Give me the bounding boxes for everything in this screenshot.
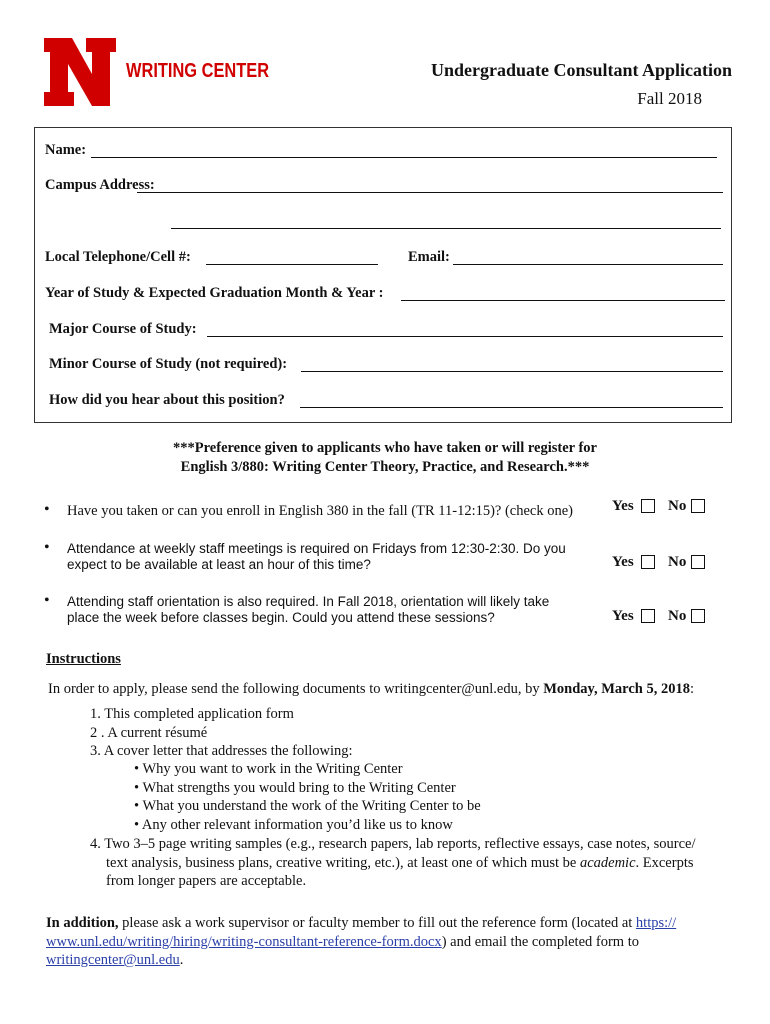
instructions-intro: In order to apply, please send the following documents to writingcenter@unl.edu, by Monday, March 5, 2018: [48, 681, 695, 697]
question-3-yes-label: Yes [612, 608, 634, 624]
hear-label: How did you hear about this position? [49, 392, 285, 408]
bullet-icon: • [44, 539, 50, 556]
question-2-no-label: No [668, 554, 687, 570]
cover-letter-sublist [134, 760, 481, 834]
deadline: Monday, March 5, 2018 [543, 681, 690, 697]
question-2-yes-label: Yes [612, 554, 634, 570]
list-item-4: 4. Two 3–5 page writing samples (e.g., research papers, lab reports, reflective essays, case notes, source/ text analysis, business plans, creative writing, etc.), at least one of which must be academic. Excerpts from longer papers are acceptable. [90, 836, 696, 889]
email-link[interactable]: writingcenter@unl.edu [46, 952, 180, 968]
sublist-item: • What you understand the work of the Writing Center to be [134, 798, 481, 814]
minor-field[interactable] [301, 371, 723, 372]
question-2-text: Attendance at weekly staff meetings is required on Fridays from 12:30-2:30. Do you expect to be available at least an hour of this time? [67, 541, 566, 572]
list-item: 2 . A current résumé [90, 724, 208, 741]
writing-center-logo-text: WRITING CENTER [126, 60, 270, 82]
reference-form-link[interactable]: https:// [635, 915, 677, 931]
question-1-yes-checkbox[interactable] [641, 499, 655, 513]
question-1-text: Have you taken or can you enroll in English 380 in the fall (TR 11-12:15)? (check one) [67, 503, 574, 519]
preference-note [60, 439, 710, 477]
campus-address-label: Campus Address: [45, 177, 155, 193]
question-3-no-label: No [668, 608, 687, 624]
campus-address-field-line2[interactable] [171, 228, 721, 229]
addition-paragraph: In addition, please ask a work supervisor or faculty member to fill out the reference form (located at https:// www.unl.edu/writing/hiring/writing-consultant-reference-form.docx) and email the completed form to writingcenter@unl.edu. [46, 915, 677, 968]
sublist-item: • Any other relevant information you’d like us to know [134, 816, 453, 833]
question-3-no-checkbox[interactable] [691, 609, 705, 623]
list-item: 1. This completed application form [90, 706, 294, 722]
preference-line-2: English 3/880: Writing Center Theory, Practice, and Research.*** [180, 459, 590, 475]
year-field[interactable] [401, 300, 725, 301]
major-label: Major Course of Study: [49, 321, 197, 337]
instructions-heading: Instructions [46, 651, 121, 667]
question-1-yes-label: Yes [612, 498, 634, 514]
question-2-yes-checkbox[interactable] [641, 555, 655, 569]
year-label: Year of Study & Expected Graduation Month & Year : [45, 285, 384, 301]
email-field[interactable] [453, 264, 723, 265]
sublist-item: • What strengths you would bring to the Writing Center [134, 779, 456, 796]
page-title: Undergraduate Consultant Application [430, 60, 732, 80]
term-label: Fall 2018 [637, 89, 702, 108]
question-3-text: Attending staff orientation is also required. In Fall 2018, orientation will likely take place the week before classes begin. Could you attend these sessions? [67, 594, 550, 625]
hear-field[interactable] [300, 407, 723, 408]
phone-field[interactable] [206, 264, 378, 265]
preference-line-1: ***Preference given to applicants who have taken or will register for [173, 440, 597, 456]
minor-label: Minor Course of Study (not required): [49, 356, 288, 372]
bullet-icon: • [44, 592, 50, 609]
question-1-no-checkbox[interactable] [691, 499, 705, 513]
campus-address-field[interactable] [137, 192, 723, 193]
question-3-yes-checkbox[interactable] [641, 609, 655, 623]
bullet-icon: • [44, 501, 50, 518]
name-label: Name: [45, 142, 87, 158]
unl-n-logo [42, 36, 118, 108]
question-2-no-checkbox[interactable] [691, 555, 705, 569]
question-1-no-label: No [668, 498, 687, 514]
major-field[interactable] [207, 336, 723, 337]
name-field[interactable] [91, 157, 717, 158]
instructions-list [90, 705, 353, 761]
reference-form-link-cont[interactable]: www.unl.edu/writing/hiring/writing-consultant-reference-form.docx [46, 933, 442, 950]
phone-label: Local Telephone/Cell #: [45, 249, 191, 265]
email-label: Email: [408, 249, 450, 265]
list-item: 3. A cover letter that addresses the following: [90, 743, 353, 759]
applicant-info-box [34, 127, 732, 423]
sublist-item: • Why you want to work in the Writing Center [134, 761, 403, 777]
